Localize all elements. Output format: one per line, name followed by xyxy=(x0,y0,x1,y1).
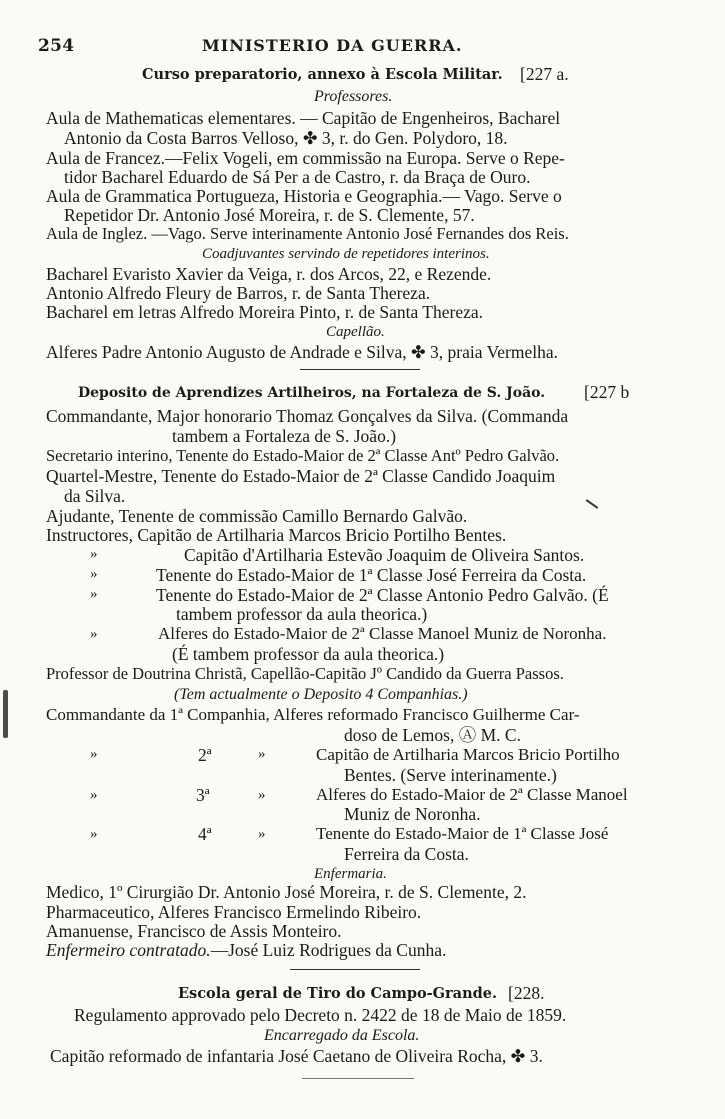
text-line: Antonio da Costa Barros Velloso, ✤ 3, r. do Gen. Polydoro, 18. xyxy=(64,128,508,148)
companhia-line: Alferes do Estado-Maior de 2ª Classe Manoel xyxy=(316,785,628,804)
subhead-capellao: Capellão. xyxy=(326,324,385,340)
text-line: Quartel-Mestre, Tenente do Estado-Maior de 2ª Classe Candido Joaquim xyxy=(46,466,556,486)
companhia-number: 3ª xyxy=(196,785,210,805)
ditto-mark: » xyxy=(90,566,98,582)
companhia-line: Bentes. (Serve interinamente.) xyxy=(344,765,557,785)
subhead-professores: Professores. xyxy=(314,88,393,105)
scan-margin-mark xyxy=(3,690,8,738)
instructor-line: (É tambem professor da aula theorica.) xyxy=(172,644,445,664)
text-line: Alferes Padre Antonio Augusto de Andrade e Silva, ✤ 3, praia Vermelha. xyxy=(46,342,559,362)
section-title-deposito: Deposito de Aprendizes Artilheiros, na Fortaleza de S. João. xyxy=(78,385,546,401)
section-ref: [227 a. xyxy=(520,64,569,84)
companhia-line: doso de Lemos, Ⓐ M. C. xyxy=(344,725,521,745)
enfermeiro-line xyxy=(46,940,446,960)
section-divider xyxy=(302,1078,414,1079)
companhia-line: Capitão de Artilharia Marcos Bricio Portilho xyxy=(316,745,620,764)
companhia-line: Commandante da 1ª Companhia, Alferes reformado Francisco Guilherme Car- xyxy=(46,705,580,724)
ditto-mark: » xyxy=(90,787,98,803)
section-divider xyxy=(300,369,420,370)
companhia-number: 2ª xyxy=(198,745,212,765)
ditto-mark: » xyxy=(90,746,98,762)
text-line: Amanuense, Francisco de Assis Monteiro. xyxy=(46,921,342,941)
text-line: Bacharel Evaristo Xavier da Veiga, r. dos Arcos, 22, e Rezende. xyxy=(46,264,492,284)
text-line: Regulamento approvado pelo Decreto n. 2422 de 18 de Maio de 1859. xyxy=(74,1005,567,1025)
text-line: Bacharel em letras Alfredo Moreira Pinto, r. de Santa Thereza. xyxy=(46,302,484,322)
text-line: tidor Bacharel Eduardo de Sá Per a de Castro, r. da Braça de Ouro. xyxy=(64,167,531,187)
text-line: Professor de Doutrina Christã, Capellão-Capitão Jº Candido da Guerra Passos. xyxy=(46,664,564,683)
running-title: MINISTERIO DA GUERRA. xyxy=(202,36,463,55)
ditto-mark: » xyxy=(258,746,266,762)
text-line: da Silva. xyxy=(64,486,126,506)
section-ref: [227 b xyxy=(584,382,630,402)
section-divider xyxy=(290,969,420,970)
ditto-mark: » xyxy=(258,787,266,803)
text-line: Capitão reformado de infantaria José Caetano de Oliveira Rocha, ✤ 3. xyxy=(50,1046,543,1066)
ditto-mark: » xyxy=(90,586,98,602)
text-line: Medico, 1º Cirurgião Dr. Antonio José Moreira, r. de S. Clemente, 2. xyxy=(46,882,527,902)
companhia-number: 4ª xyxy=(198,824,212,844)
subhead-coadjuvantes: Coadjuvantes servindo de repetidores interinos. xyxy=(202,246,490,262)
instructor-line: Alferes do Estado-Maior de 2ª Classe Manoel Muniz de Noronha. xyxy=(158,624,607,643)
section-title-curso: Curso preparatorio, annexo à Escola Militar. xyxy=(142,66,503,83)
text-line: Commandante, Major honorario Thomaz Gonçalves da Silva. (Commanda xyxy=(46,406,569,426)
ditto-mark: » xyxy=(258,826,266,842)
enfermeiro-label: Enfermeiro contratado. xyxy=(46,940,211,960)
text-line: Aula de Grammatica Portugueza, Historia e Geographia.— Vago. Serve o xyxy=(46,186,562,206)
instructor-line: tambem professor da aula theorica.) xyxy=(176,604,428,624)
text-line: Aula de Francez.—Felix Vogeli, em commissão na Europa. Serve o Repe- xyxy=(46,148,565,168)
ditto-mark: » xyxy=(90,546,98,562)
text-line: Ajudante, Tenente de commissão Camillo Bernardo Galvão. xyxy=(46,506,468,526)
instructor-line: Tenente do Estado-Maior de 2ª Classe Antonio Pedro Galvão. (É xyxy=(156,585,609,605)
companhia-line: Ferreira da Costa. xyxy=(344,844,469,864)
section-ref: [228. xyxy=(508,983,545,1003)
companhia-line: Muniz de Noronha. xyxy=(344,804,481,824)
ditto-mark: » xyxy=(90,826,98,842)
text-line: Pharmaceutico, Alferes Francisco Ermelindo Ribeiro. xyxy=(46,902,422,922)
text-line: tambem a Fortaleza de S. João.) xyxy=(172,426,397,446)
ditto-mark: » xyxy=(90,626,98,642)
note-companhias: (Tem actualmente o Deposito 4 Companhias.) xyxy=(174,686,468,703)
section-title-escola-tiro: Escola geral de Tiro do Campo-Grande. xyxy=(178,985,498,1002)
text-line: Repetidor Dr. Antonio José Moreira, r. de S. Clemente, 57. xyxy=(64,205,475,225)
text-line: Aula de Mathematicas elementares. — Capitão de Engenheiros, Bacharel xyxy=(46,108,561,128)
text-line: Aula de Inglez. —Vago. Serve interinamente Antonio José Fernandes dos Reis. xyxy=(46,224,569,243)
companhia-line: Tenente do Estado-Maior de 1ª Classe José xyxy=(316,824,609,843)
instructor-line: Tenente do Estado-Maior de 1ª Classe José Ferreira da Costa. xyxy=(156,565,587,585)
enfermeiro-name: —José Luiz Rodrigues da Cunha. xyxy=(210,940,447,960)
subhead-enfermaria: Enfermaria. xyxy=(314,866,387,882)
text-line: Instructores, Capitão de Artilharia Marcos Bricio Portilho Bentes. xyxy=(46,525,507,545)
subhead-encarregado: Encarregado da Escola. xyxy=(264,1027,420,1044)
instructor-line: Capitão d'Artilharia Estevão Joaquim de Oliveira Santos. xyxy=(184,545,585,565)
text-line: Antonio Alfredo Fleury de Barros, r. de Santa Thereza. xyxy=(46,283,431,303)
stray-ink-mark xyxy=(586,499,599,509)
text-line: Secretario interino, Tenente do Estado-Maior de 2ª Classe Antº Pedro Galvão. xyxy=(46,446,560,465)
page-number: 254 xyxy=(38,36,75,56)
